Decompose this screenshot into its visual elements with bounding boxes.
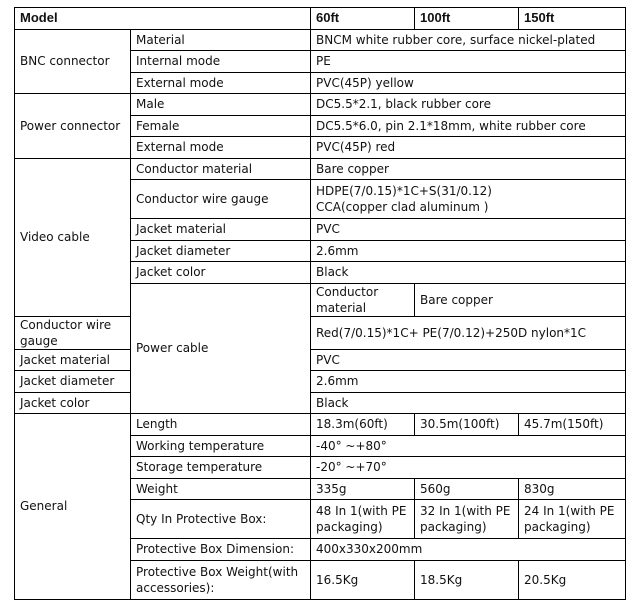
row-value	[519, 500, 626, 539]
gauge-line-1: HDPE(7/0.15)*1C+S(31/0.12)	[316, 184, 492, 198]
row-label: Conductor wire gauge	[131, 180, 311, 219]
group-bnc-connector: BNC connector	[15, 29, 131, 94]
row-label: Conductor wire gauge	[15, 316, 131, 349]
table-row	[15, 392, 626, 414]
row-label: External mode	[131, 137, 311, 159]
row-value: Red(7/0.15)*1C+ PE(7/0.12)+250D nylon*1C	[311, 316, 626, 349]
table-row	[15, 371, 626, 393]
row-value: -40° ~+80°	[311, 435, 626, 457]
row-label: Internal mode	[131, 51, 311, 73]
header-100ft: 100ft	[415, 8, 519, 30]
gauge-line-2: CCA(copper clad aluminum )	[316, 200, 489, 214]
box-weight-label-line-1: Protective Box Weight(with	[136, 564, 299, 579]
row-value: 2.6mm	[311, 240, 626, 262]
row-value: 400x330x200mm	[311, 539, 626, 561]
row-value: BNCM white rubber core, surface nickel-plated	[311, 29, 626, 51]
row-value: 18.3m(60ft)	[311, 414, 415, 436]
table-row	[15, 29, 626, 51]
row-label: Conductor material	[311, 283, 415, 316]
qty-150-line-1: 24 In 1(with PE	[524, 504, 615, 518]
row-value: PVC	[311, 219, 626, 241]
row-label: Jacket material	[131, 219, 311, 241]
row-value: Black	[311, 392, 626, 414]
row-value	[311, 180, 626, 219]
row-label: Qty In Protective Box:	[131, 500, 311, 539]
row-value: PE	[311, 51, 626, 73]
row-value: Bare copper	[311, 158, 626, 180]
qty-100-line-2: packaging)	[420, 520, 487, 534]
row-label: Female	[131, 115, 311, 137]
row-label: Jacket diameter	[131, 240, 311, 262]
group-power-cable: Power cable	[131, 283, 311, 414]
row-value: 560g	[415, 478, 519, 500]
qty-60-line-2: packaging)	[316, 520, 383, 534]
row-value: 18.5Kg	[415, 560, 519, 599]
row-label: Material	[131, 29, 311, 51]
row-value: -20° ~+70°	[311, 457, 626, 479]
row-label: Male	[131, 94, 311, 116]
row-value: 2.6mm	[311, 371, 626, 393]
header-row	[15, 8, 626, 30]
group-video-cable: Video cable	[15, 158, 131, 316]
spec-table	[14, 7, 626, 600]
table-row	[15, 414, 626, 436]
qty-60-line-1: 48 In 1(with PE	[316, 504, 407, 518]
group-power-connector: Power connector	[15, 94, 131, 159]
row-label: Storage temperature	[131, 457, 311, 479]
qty-100-line-1: 32 In 1(with PE	[420, 504, 511, 518]
row-label: Protective Box Dimension:	[131, 539, 311, 561]
row-label	[131, 560, 311, 599]
row-label: Jacket diameter	[15, 371, 131, 393]
row-value: 16.5Kg	[311, 560, 415, 599]
row-value	[311, 500, 415, 539]
table-row	[15, 349, 626, 371]
row-value: DC5.5*2.1, black rubber core	[311, 94, 626, 116]
row-value: PVC(45P) yellow	[311, 72, 626, 94]
row-value: Bare copper	[415, 283, 626, 316]
box-weight-label-line-2: accessories):	[136, 580, 215, 595]
row-value: Black	[311, 262, 626, 284]
row-label: Jacket material	[15, 349, 131, 371]
row-label: Conductor material	[131, 158, 311, 180]
row-value: 830g	[519, 478, 626, 500]
row-value: PVC	[311, 349, 626, 371]
table-row	[15, 94, 626, 116]
row-label: Weight	[131, 478, 311, 500]
row-value: 45.7m(150ft)	[519, 414, 626, 436]
row-label: Length	[131, 414, 311, 436]
header-60ft: 60ft	[311, 8, 415, 30]
table-row	[15, 316, 626, 349]
qty-150-line-2: packaging)	[524, 520, 591, 534]
row-value: 335g	[311, 478, 415, 500]
row-value: DC5.5*6.0, pin 2.1*18mm, white rubber core	[311, 115, 626, 137]
row-label: Working temperature	[131, 435, 311, 457]
row-label: Jacket color	[15, 392, 131, 414]
row-value: 30.5m(100ft)	[415, 414, 519, 436]
row-value: 20.5Kg	[519, 560, 626, 599]
header-model: Model	[15, 8, 311, 30]
table-row	[15, 158, 626, 180]
row-label: Jacket color	[131, 262, 311, 284]
group-general: General	[15, 414, 131, 600]
row-label: External mode	[131, 72, 311, 94]
row-value: PVC(45P) red	[311, 137, 626, 159]
row-value	[415, 500, 519, 539]
header-150ft: 150ft	[519, 8, 626, 30]
